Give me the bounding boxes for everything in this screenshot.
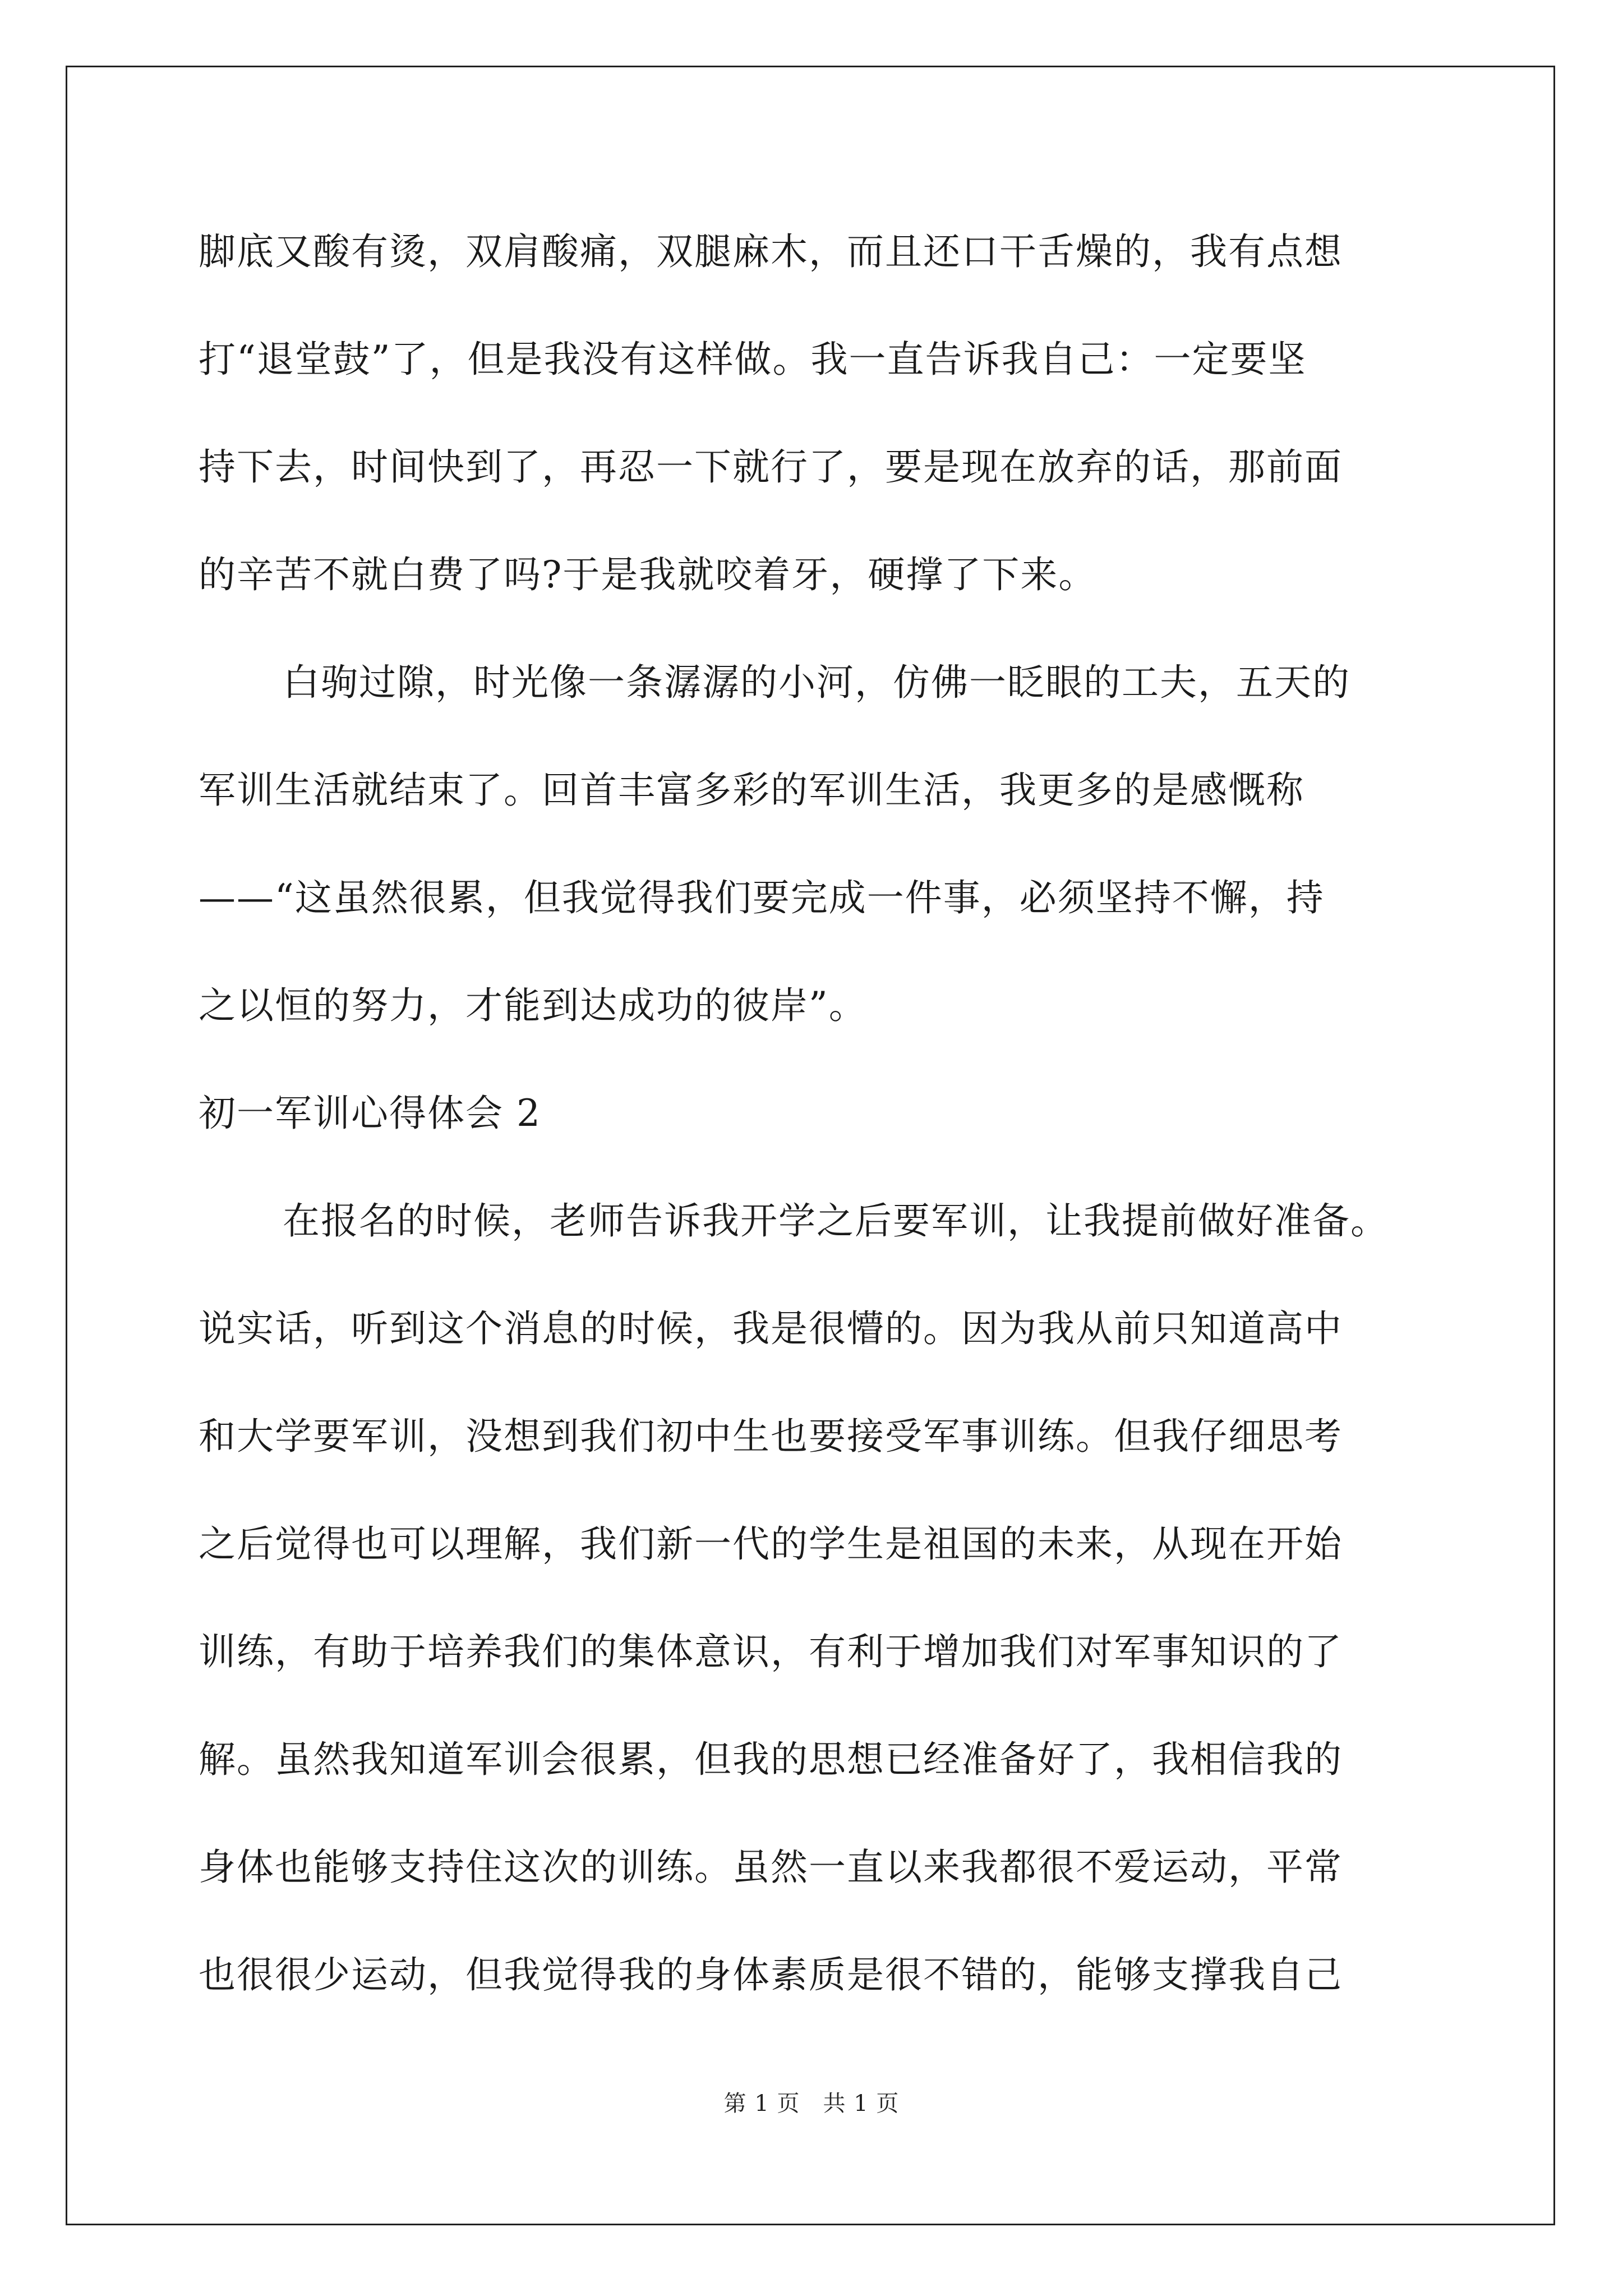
text-line: 在报名的时候，老师告诉我开学之后要军训，让我提前做好准备。 — [283, 1199, 1389, 1243]
text-line: 之后觉得也可以理解，我们新一代的学生是祖国的未来，从现在开始 — [199, 1522, 1343, 1566]
text-line: 身体也能够支持住这次的训练。虽然一直以来我都很不爱运动，平常 — [199, 1846, 1343, 1889]
text-line: 之以恒的努力，才能到达成功的彼岸”。 — [199, 984, 867, 1027]
section-heading: 初一军训心得体会 2 — [199, 1092, 541, 1135]
page-number-footer: 第 1 页 共 1 页 — [723, 2091, 900, 2116]
text-line: 也很很少运动，但我觉得我的身体素质是很不错的，能够支撑我自己 — [199, 1953, 1343, 1996]
text-line: 打“退堂鼓”了，但是我没有这样做。我一直告诉我自己：一定要坚 — [199, 338, 1307, 381]
text-line: 脚底又酸有烫，双肩酸痛，双腿麻木，而且还口干舌燥的，我有点想 — [199, 230, 1343, 273]
text-line: 解。虽然我知道军训会很累，但我的思想已经准备好了，我相信我的 — [199, 1738, 1343, 1781]
text-line: 持下去，时间快到了，再忍一下就行了，要是现在放弃的话，那前面 — [199, 445, 1343, 489]
text-line: ——“这虽然很累，但我觉得我们要完成一件事，必须坚持不懈，持 — [199, 876, 1325, 919]
text-line: 和大学要军训，没想到我们初中生也要接受军事训练。但我仔细思考 — [199, 1415, 1343, 1458]
document-body — [199, 210, 1427, 2041]
text-line: 军训生活就结束了。回首丰富多彩的军训生活，我更多的是感慨称 — [199, 769, 1304, 812]
text-line: 训练，有助于培养我们的集体意识，有利于增加我们对军事知识的了 — [199, 1630, 1343, 1673]
text-line: 白驹过隙，时光像一条潺潺的小河，仿佛一眨眼的工夫，五天的 — [283, 661, 1350, 704]
text-line: 的辛苦不就白费了吗?于是我就咬着牙，硬撑了下来。 — [199, 553, 1097, 596]
text-line: 说实话，听到这个消息的时候，我是很懵的。因为我从前只知道高中 — [199, 1307, 1343, 1350]
